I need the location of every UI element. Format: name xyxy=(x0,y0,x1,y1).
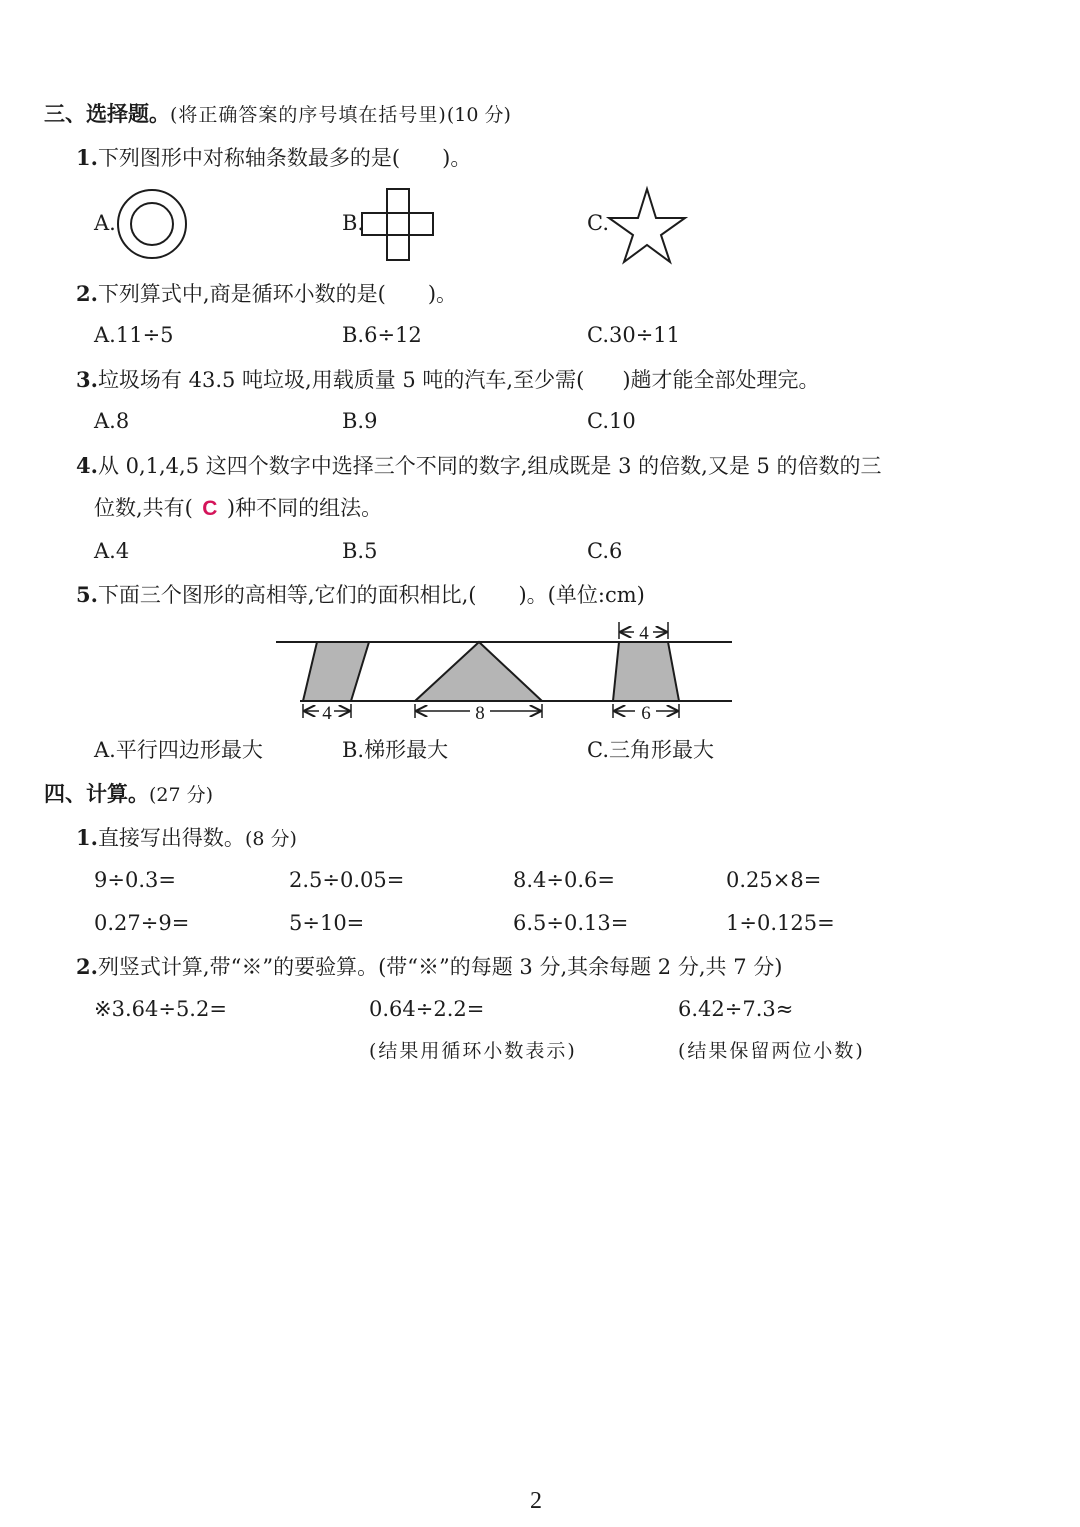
question-number: 1. xyxy=(76,825,98,850)
trapezoid-bottom-label: 6 xyxy=(641,703,651,724)
question-text-end: )。(单位:cm) xyxy=(518,583,645,607)
option-b[interactable]: B.梯形最大 xyxy=(342,738,449,762)
question-text: 垃圾场有 43.5 吨垃圾,用载质量 5 吨的汽车,至少需( xyxy=(97,368,585,392)
calc-question-2 xyxy=(76,956,782,978)
question-5 xyxy=(76,584,645,606)
cross-shape-icon xyxy=(361,188,435,262)
question-text: 位数,共有( xyxy=(94,496,193,520)
question-3 xyxy=(76,369,820,391)
question-text-end: )种不同的组法。 xyxy=(226,496,383,520)
question-text: 下列图形中对称轴条数最多的是( xyxy=(97,146,401,170)
trapezoid-top-label: 4 xyxy=(639,623,649,644)
page-number: 2 xyxy=(530,1488,542,1514)
oral-calc-item[interactable]: 6.5÷0.13= xyxy=(513,911,629,935)
question-text: 下列算式中,商是循环小数的是( xyxy=(97,282,386,306)
question-number: 3. xyxy=(76,367,98,392)
option-b[interactable]: B.6÷12 xyxy=(342,323,422,347)
option-a[interactable]: A. xyxy=(94,211,116,235)
question-number: 2. xyxy=(76,281,98,306)
oral-calc-item[interactable]: 8.4÷0.6= xyxy=(513,868,615,892)
option-a[interactable]: A.平行四边形最大 xyxy=(94,738,263,762)
section-3-title xyxy=(44,103,511,125)
option-c[interactable]: C. xyxy=(587,211,609,235)
calc-note-two-decimals: (结果保留两位小数) xyxy=(678,1040,865,1062)
question-number: 1. xyxy=(76,145,98,170)
question-number: 4. xyxy=(76,453,98,478)
question-4 xyxy=(76,455,882,477)
question-2 xyxy=(76,283,457,305)
oral-calc-item[interactable]: 9÷0.3= xyxy=(94,868,176,892)
calc-note-repeating-decimal: (结果用循环小数表示) xyxy=(369,1040,577,1062)
question-text: 列竖式计算,带“※”的要验算。(带“※”的每题 3 分,其余每题 2 分,共 7 分) xyxy=(97,955,783,979)
section-title-text: 四、计算。 xyxy=(44,781,149,806)
triangle-base-label: 8 xyxy=(475,703,485,724)
question-text-end: )。 xyxy=(427,282,458,306)
option-a[interactable]: A.11÷5 xyxy=(94,323,174,347)
option-a[interactable]: A.4 xyxy=(94,539,130,563)
oral-calc-item[interactable]: 2.5÷0.05= xyxy=(289,868,405,892)
filled-answer[interactable]: C xyxy=(202,497,218,520)
concentric-circles-icon xyxy=(116,188,188,260)
oral-calc-item[interactable]: 0.25×8= xyxy=(726,868,822,892)
option-b[interactable]: B. xyxy=(342,211,365,235)
question-text: 直接写出得数。 xyxy=(97,826,245,850)
section-title-text: 三、选择题。 xyxy=(44,101,170,126)
parallelogram-shape xyxy=(303,642,369,701)
option-b[interactable]: B.5 xyxy=(342,539,378,563)
question-1 xyxy=(76,147,471,169)
vertical-calc-item[interactable]: 6.42÷7.3≈ xyxy=(678,997,794,1021)
question-text-end: )趟才能全部处理完。 xyxy=(622,368,820,392)
oral-calc-item[interactable]: 1÷0.125= xyxy=(726,911,835,935)
five-point-star-icon xyxy=(607,187,687,263)
vertical-calc-item[interactable]: 0.64÷2.2= xyxy=(369,997,485,1021)
question-text: 下面三个图形的高相等,它们的面积相比,( xyxy=(97,583,477,607)
option-c[interactable]: C.三角形最大 xyxy=(587,738,714,762)
section-score: (27 分) xyxy=(149,784,214,806)
oral-calc-item[interactable]: 0.27÷9= xyxy=(94,911,190,935)
option-a[interactable]: A.8 xyxy=(94,409,130,433)
parallelogram-base-label: 4 xyxy=(322,703,332,724)
question-score: (8 分) xyxy=(244,828,297,850)
question-4-line-2 xyxy=(94,498,382,519)
option-c[interactable]: C.30÷11 xyxy=(587,323,681,347)
vertical-calc-item[interactable]: ※3.64÷5.2= xyxy=(94,997,227,1021)
option-c[interactable]: C.6 xyxy=(587,539,623,563)
oral-calc-item[interactable]: 5÷10= xyxy=(289,911,365,935)
option-c[interactable]: C.10 xyxy=(587,409,636,433)
section-instruction: (将正确答案的序号填在括号里) xyxy=(170,104,447,126)
option-b[interactable]: B.9 xyxy=(342,409,378,433)
calc-question-1 xyxy=(76,827,297,849)
question-text-end: )。 xyxy=(442,146,472,170)
question-number: 2. xyxy=(76,954,98,979)
trapezoid-shape xyxy=(613,642,679,701)
section-4-title xyxy=(44,783,213,805)
question-text: 从 0,1,4,5 这四个数字中选择三个不同的数字,组成既是 3 的倍数,又是 5 的倍数的三 xyxy=(97,454,882,478)
section-score: (10 分) xyxy=(446,104,511,126)
equal-height-shapes-figure xyxy=(270,618,740,728)
triangle-shape xyxy=(415,642,542,701)
question-number: 5. xyxy=(76,582,98,607)
